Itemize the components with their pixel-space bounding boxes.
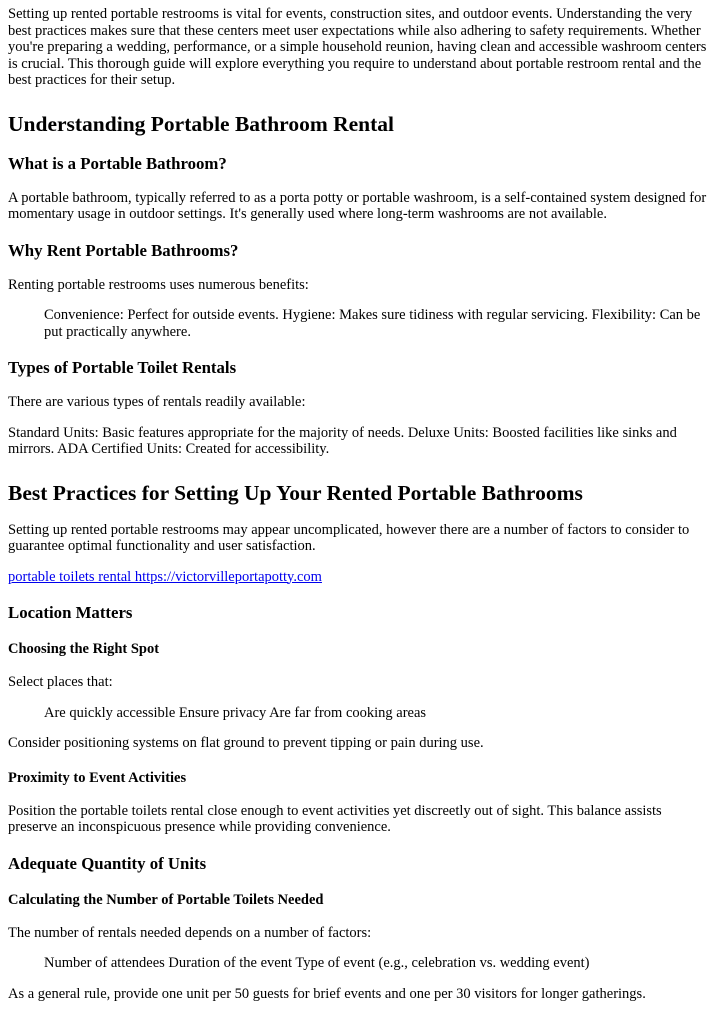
- why-rent-paragraph: Renting portable restrooms uses numerous benefits:: [8, 276, 309, 293]
- subheading-proximity: Proximity to Event Activities: [8, 769, 187, 786]
- calculating-paragraph: The number of rentals needed depends on a number of factors:: [8, 924, 372, 941]
- subheading-why-rent: Why Rent Portable Bathrooms?: [8, 240, 239, 260]
- types-list-paragraph: Standard Units: Basic features appropriate for the majority of needs. Deluxe Units: Boosted facilities like sinks and mirrors. ADA Certified Units: Created for accessibility.: [8, 424, 677, 457]
- subheading-calculating: Calculating the Number of Portable Toilets Needed: [8, 891, 324, 908]
- subheading-quantity: Adequate Quantity of Units: [8, 853, 207, 873]
- subheading-location: Location Matters: [8, 603, 133, 622]
- section-heading-understanding: Understanding Portable Bathroom Rental: [8, 111, 395, 136]
- factors-quote: Number of attendees Duration of the event Type of event (e.g., celebration vs. wedding event): [44, 955, 590, 971]
- right-spot-quote: Are quickly accessible Ensure privacy Are far from cooking areas: [44, 704, 427, 721]
- general-rule-paragraph: As a general rule, provide one unit per 50 guests for brief events and one per 30 visitors for longer gatherings.: [8, 985, 646, 1002]
- subheading-right-spot: Choosing the Right Spot: [8, 641, 160, 657]
- what-is-paragraph: A portable bathroom, typically referred to as a porta potty or portable washroom, is a self-contained system designed for momentary usage in outdoor settings. It's generally used where long-term washrooms are not available.: [8, 189, 707, 222]
- portable-toilets-rental-link[interactable]: portable toilets rental https://victorvilleportapotty.com: [8, 568, 322, 585]
- subheading-types: Types of Portable Toilet Rentals: [8, 358, 237, 377]
- right-spot-after-paragraph: Consider positioning systems on flat ground to prevent tipping or pain during use.: [8, 735, 484, 751]
- types-paragraph: There are various types of rentals readily available:: [8, 394, 306, 410]
- link-paragraph: [8, 569, 712, 586]
- right-spot-paragraph: Select places that:: [8, 674, 113, 690]
- section-heading-best-practices: Best Practices for Setting Up Your Rented Portable Bathrooms: [8, 480, 583, 505]
- subheading-what-is: What is a Portable Bathroom?: [8, 153, 227, 173]
- benefits-quote: Convenience: Perfect for outside events. Hygiene: Makes sure tidiness with regular servicing. Flexibility: Can be put practically anywhere.: [44, 307, 701, 340]
- proximity-paragraph: Position the portable toilets rental close enough to event activities yet discreetly out of sight. This balance assists preserve an inconspicuous presence while providing convenience.: [8, 802, 662, 835]
- best-practices-paragraph: Setting up rented portable restrooms may appear uncomplicated, however there are a number of factors to consider to guarantee optimal functionality and user satisfaction.: [8, 521, 690, 554]
- intro-paragraph: Setting up rented portable restrooms is vital for events, construction sites, and outdoor events. Understanding the very best practices makes sure that these centers meet user expectations while also adhering to safety requirements. Whether you're preparing a wedding, performance, or a simple household reunion, having clean and accessible washroom centers is crucial. This thorough guide will explore everything you require to understand about portable restroom rental and the best practices for their setup.: [8, 6, 707, 88]
